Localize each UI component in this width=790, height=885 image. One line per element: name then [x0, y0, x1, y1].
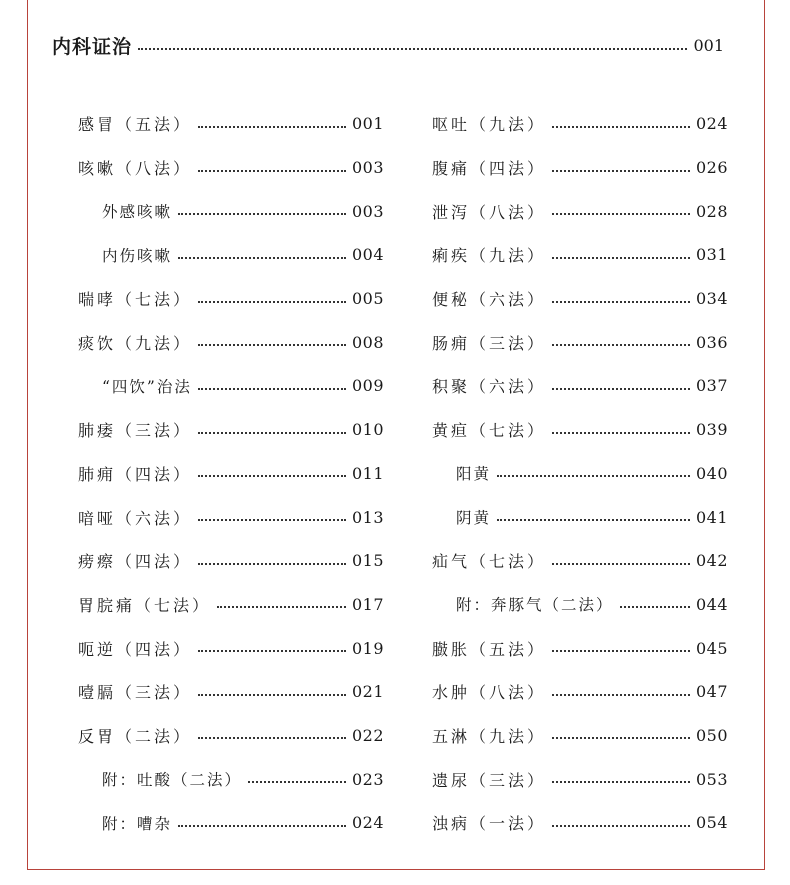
toc-entry-page: 054: [695, 813, 728, 833]
dot-leader: [198, 388, 346, 390]
dot-leader: [552, 170, 690, 172]
dot-leader: [178, 825, 346, 827]
toc-entry-title: 噎膈（三法）: [78, 683, 193, 703]
toc-entry-page: 022: [351, 725, 384, 745]
toc-entry-page: 042: [695, 551, 728, 571]
toc-entry: [78, 102, 384, 146]
dot-leader: [497, 519, 690, 521]
dot-leader: [552, 781, 690, 783]
dot-leader: [198, 126, 346, 128]
toc-entry: [78, 539, 384, 583]
toc-entry-page: 003: [351, 201, 384, 221]
toc-entry-title: 呃逆（四法）: [78, 639, 193, 659]
toc-entry-page: 036: [695, 332, 728, 352]
toc-entry-title: 呕吐（九法）: [432, 115, 547, 135]
toc-entry: [78, 495, 384, 539]
toc-entry-page: 019: [351, 638, 384, 658]
toc-entry-page: 050: [695, 725, 728, 745]
dot-leader: [198, 737, 346, 739]
toc-entry-page: 008: [351, 332, 384, 352]
dot-leader: [552, 737, 690, 739]
dot-leader: [552, 825, 690, 827]
dot-leader: [198, 563, 346, 565]
dot-leader: [620, 606, 690, 608]
toc-entry: [432, 408, 728, 452]
toc-entry-page: 017: [351, 594, 384, 614]
toc-entry: [78, 714, 384, 758]
toc-entry-title: 感冒（五法）: [78, 115, 193, 135]
toc-entry-title: 遗尿（三法）: [432, 770, 547, 790]
toc-entry: [432, 495, 728, 539]
toc-entry-title: 阳黄: [456, 465, 492, 484]
toc-entry-page: 031: [695, 245, 728, 265]
toc-entry-page: 039: [695, 420, 728, 440]
toc-entry-title: 腹痛（四法）: [432, 159, 547, 179]
toc-entry-page: 015: [351, 551, 384, 571]
toc-entry-page: 010: [351, 420, 384, 440]
dot-leader: [198, 650, 346, 652]
toc-entry: [432, 277, 728, 321]
dot-leader: [138, 48, 687, 50]
toc-entry: [78, 670, 384, 714]
toc-entry-page: 040: [695, 463, 728, 483]
dot-leader: [552, 563, 690, 565]
dot-leader: [552, 126, 690, 128]
toc-entry: [78, 452, 384, 496]
toc-entry-page: 001: [351, 114, 384, 134]
toc-entry: [432, 102, 728, 146]
toc-entry-page: 034: [695, 289, 728, 309]
toc-entry-title: 附：嘈杂: [102, 814, 173, 833]
toc-entry: [432, 626, 728, 670]
toc-entry: [432, 320, 728, 364]
dot-leader: [552, 388, 690, 390]
toc-entry-title: 阴黄: [456, 509, 492, 528]
toc-entry: [432, 233, 728, 277]
toc-entry: [432, 801, 728, 845]
toc-entry-page: 013: [351, 507, 384, 527]
toc-entry-title: 喘哮（七法）: [78, 290, 193, 310]
toc-entry-title: 肺痈（四法）: [78, 464, 193, 484]
toc-entry-page: 047: [695, 682, 728, 702]
section-title: 内科证治: [52, 35, 133, 58]
toc-entry: [432, 146, 728, 190]
toc-entry: [78, 189, 384, 233]
dot-leader: [552, 301, 690, 303]
toc-entry-title: 黄疸（七法）: [432, 421, 547, 441]
toc-entry-page: 037: [695, 376, 728, 396]
dot-leader: [178, 213, 346, 215]
dot-leader: [198, 170, 346, 172]
dot-leader: [552, 432, 690, 434]
toc-entry: [78, 408, 384, 452]
dot-leader: [552, 694, 690, 696]
toc-entry-title: 积聚（六法）: [432, 377, 547, 397]
toc-column-right: [432, 102, 728, 845]
dot-leader: [198, 344, 346, 346]
section-heading: [52, 30, 724, 60]
toc-entry-title: 疝气（七法）: [432, 552, 547, 572]
toc-entry-page: 021: [351, 682, 384, 702]
toc-entry-page: 041: [695, 507, 728, 527]
toc-entry-page: 004: [351, 245, 384, 265]
toc-entry-page: 024: [695, 114, 728, 134]
toc-entry-title: 肠痈（三法）: [432, 333, 547, 353]
toc-entry: [432, 714, 728, 758]
toc-entry-title: 痨瘵（四法）: [78, 552, 193, 572]
dot-leader: [552, 344, 690, 346]
dot-leader: [178, 257, 346, 259]
section-page-number: 001: [693, 35, 724, 55]
toc-entry-title: 水肿（八法）: [432, 683, 547, 703]
toc-entry-title: “四饮”治法: [102, 377, 192, 396]
dot-leader: [248, 781, 346, 783]
toc-entry: [432, 757, 728, 801]
toc-entry: [78, 233, 384, 277]
toc-entry-title: 痰饮（九法）: [78, 333, 193, 353]
toc-entry-title: 泄泻（八法）: [432, 202, 547, 222]
toc-entry-page: 044: [695, 594, 728, 614]
toc-entry-title: 痢疾（九法）: [432, 246, 547, 266]
toc-entry-page: 053: [695, 769, 728, 789]
dot-leader: [198, 519, 346, 521]
toc-entry-title: 咳嗽（八法）: [78, 159, 193, 179]
toc-entry-title: 喑哑（六法）: [78, 508, 193, 528]
toc-entry-page: 045: [695, 638, 728, 658]
toc-entry-page: 024: [351, 813, 384, 833]
toc-entry-title: 肺痿（三法）: [78, 421, 193, 441]
toc-entry-page: 026: [695, 158, 728, 178]
toc-entry-title: 胃脘痛（七法）: [78, 595, 212, 615]
toc-entry: [78, 583, 384, 627]
toc-entry-title: 内伤咳嗽: [102, 246, 173, 265]
dot-leader: [198, 475, 346, 477]
toc-entry-title: 便秘（六法）: [432, 290, 547, 310]
toc-entry: [78, 277, 384, 321]
toc-entry-title: 附：奔豚气（二法）: [456, 596, 614, 615]
toc-entry: [432, 189, 728, 233]
dot-leader: [552, 257, 690, 259]
toc-entry: [432, 364, 728, 408]
dot-leader: [198, 432, 346, 434]
toc-entry-page: 005: [351, 289, 384, 309]
dot-leader: [552, 650, 690, 652]
toc-entry: [78, 364, 384, 408]
dot-leader: [552, 213, 690, 215]
toc-entry: [78, 801, 384, 845]
toc-entry-title: 臌胀（五法）: [432, 639, 547, 659]
toc-column-left: [78, 102, 384, 845]
dot-leader: [198, 694, 346, 696]
toc-entry: [78, 757, 384, 801]
toc-entry-title: 外感咳嗽: [102, 203, 173, 222]
toc-entry-title: 反胃（二法）: [78, 726, 193, 746]
toc-entry: [78, 626, 384, 670]
dot-leader: [217, 606, 346, 608]
toc-entry-page: 028: [695, 201, 728, 221]
toc-entry-title: 浊病（一法）: [432, 814, 547, 834]
toc-entry: [432, 670, 728, 714]
dot-leader: [497, 475, 690, 477]
toc-entry: [432, 452, 728, 496]
toc-entry-page: 011: [351, 463, 384, 483]
toc-entry-page: 009: [351, 376, 384, 396]
toc-entry: [432, 583, 728, 627]
toc-entry: [432, 539, 728, 583]
toc-entry-title: 五淋（九法）: [432, 726, 547, 746]
toc-entry: [78, 320, 384, 364]
toc-entry-title: 附：吐酸（二法）: [102, 771, 243, 790]
toc-entry-page: 023: [351, 769, 384, 789]
toc-entry: [78, 146, 384, 190]
dot-leader: [198, 301, 346, 303]
toc-entry-page: 003: [351, 158, 384, 178]
